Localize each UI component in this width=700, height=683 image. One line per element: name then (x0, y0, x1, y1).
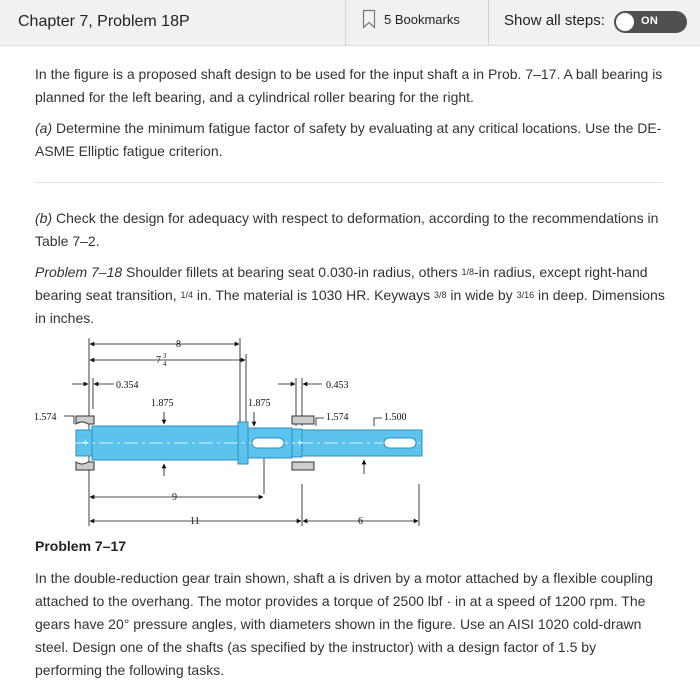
text-run: in deep. Dimensions in inches. (35, 287, 665, 326)
dim-7-num: 3 (163, 352, 167, 360)
dim-6: 6 (358, 516, 363, 527)
dim-1500: 1.500 (384, 412, 407, 423)
problem-intro: In the figure is a proposed shaft design to be used for the input shaft a in Prob. 7–17. A ball bearing is planned for the left bearing, and a cylindrical roller bearing for the right. (35, 66, 663, 105)
divider (488, 0, 489, 46)
show-all-steps-toggle[interactable] (614, 11, 687, 33)
dim-0354: 0.354 (116, 380, 139, 391)
svg-text:+: + (296, 435, 303, 449)
svg-text:+: + (82, 435, 89, 449)
show-all-steps-label: Show all steps: (504, 12, 605, 29)
text-run: in. The material is 1030 HR. Keyways (193, 287, 434, 303)
dim-1574-right: 1.574 (326, 412, 349, 423)
bookmark-icon (362, 9, 376, 29)
fraction: 3/16 (516, 290, 535, 300)
problem-7-17-heading: Problem 7–17 (35, 538, 127, 554)
text-run: Shoulder fillets at bearing seat 0.030-in radius, others (122, 264, 462, 280)
bookmarks-button[interactable] (362, 9, 460, 29)
part-a (35, 117, 665, 163)
toggle-knob (616, 13, 634, 31)
problem-7-17-text: In the double-reduction gear train shown, shaft a is driven by a motor attached by a flexible coupling attached to the overhang. The motor provides a torque of 2500 lbf · in at a speed of 1200 rpm. The gears have 20° pressure angles, with diameters shown in the figure. Use an AISI 1020 cold-drawn steel. Design one of the shafts (as specified by the instructor) with a design factor of 1.5 by performing the following tasks. (35, 570, 653, 678)
divider (345, 0, 346, 46)
part-b (35, 207, 665, 253)
fraction: 1/4 (180, 290, 194, 300)
text-run: in wide by (446, 287, 517, 303)
part-a-text: Determine the minimum fatigue factor of safety by evaluating at any critical locations. Use the DE-ASME Elliptic fatigue criterion. (35, 120, 662, 159)
top-bar (0, 0, 700, 46)
shaft-body (74, 422, 426, 464)
part-b-text: Check the design for adequacy with respect to deformation, according to the recommendations in Table 7–2. (35, 210, 659, 249)
problem-7-18-text (35, 261, 665, 330)
page-title: Chapter 7, Problem 18P (18, 13, 190, 30)
dim-11: 11 (190, 516, 200, 527)
part-b-label: (b) (35, 210, 53, 226)
dim-1875-right: 1.875 (248, 398, 271, 409)
toggle-label: ON (641, 15, 659, 27)
problem-7-18-label: Problem 7–18 (35, 264, 123, 280)
dim-1875-left: 1.875 (151, 398, 174, 409)
fraction: 3/8 (434, 290, 447, 300)
dim-1574-left: 1.574 (34, 412, 57, 423)
dim-8: 8 (176, 339, 181, 350)
section-divider (35, 182, 663, 183)
shaft-figure (34, 334, 434, 532)
dim-9: 9 (172, 492, 177, 503)
dim-7-whole: 7 (156, 355, 161, 366)
bookmarks-label: 5 Bookmarks (384, 11, 460, 27)
fraction: 1/8 (461, 267, 474, 277)
dim-0453: 0.453 (326, 380, 349, 391)
dim-7-den: 4 (163, 360, 167, 368)
text-run: -in radius, except right-hand bearing seat transition, (35, 264, 648, 303)
part-a-label: (a) (35, 120, 53, 136)
